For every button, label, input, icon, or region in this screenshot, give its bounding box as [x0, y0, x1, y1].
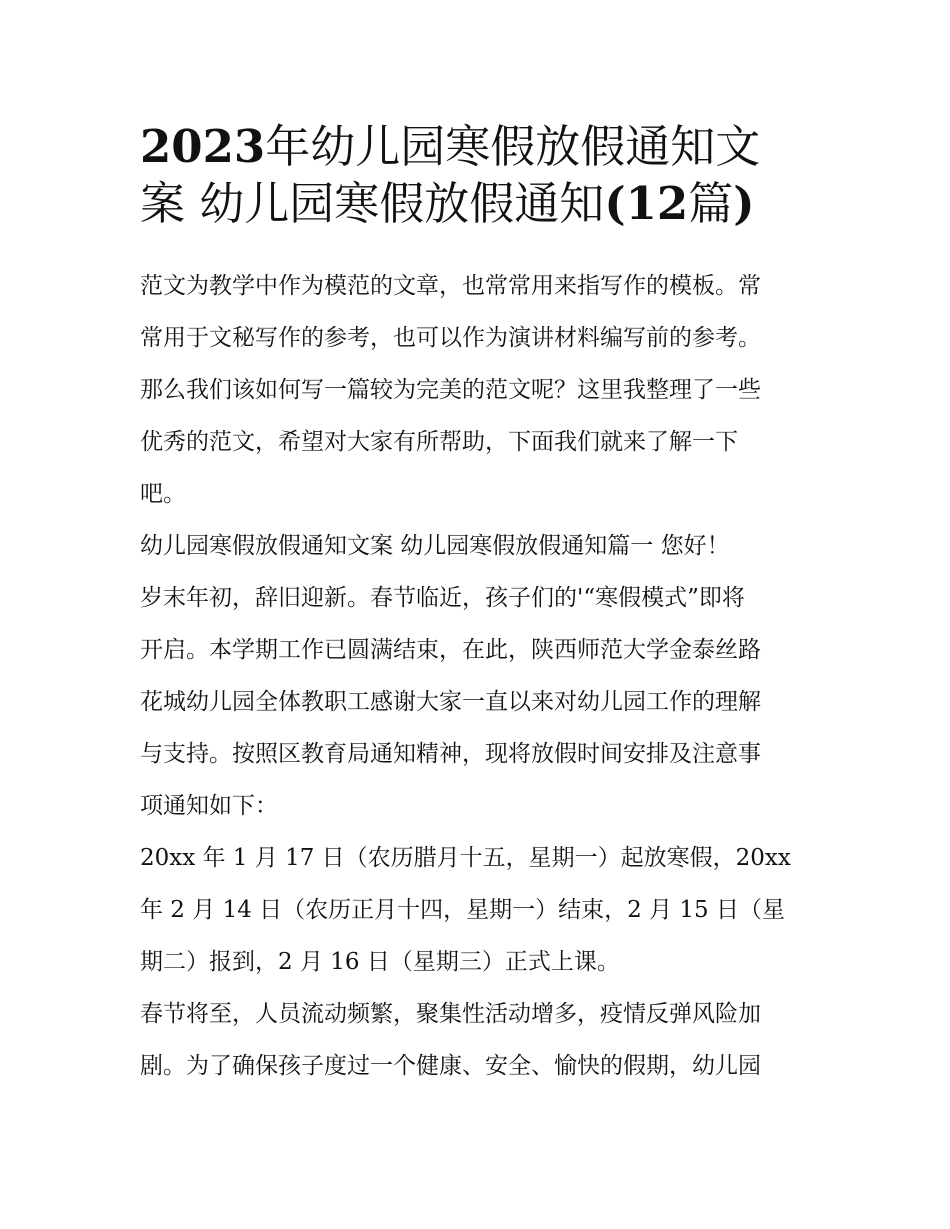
schedule-paragraph	[140, 832, 812, 988]
title-line-2	[140, 175, 812, 232]
title-count-unit: 篇	[688, 177, 734, 230]
text-line: 与支持。按照区教育局通知精神，现将放假时间安排及注意事	[140, 741, 761, 767]
title-count-close: )	[733, 177, 755, 230]
text-line: 那么我们该如何写一篇较为完美的范文呢？这里我整理了一些	[140, 377, 761, 403]
text-line: 优秀的范文，希望对大家有所帮助，下面我们就来了解一下	[140, 429, 738, 455]
text-line: 开启。本学期工作已圆满结束，在此，陕西师范大学金泰丝路	[140, 637, 761, 663]
intro-paragraph	[140, 260, 812, 520]
title-year: 2023	[140, 120, 266, 173]
title-line-1-text: 年幼儿园寒假放假通知文	[265, 120, 761, 173]
text-line: 剧。为了确保孩子度过一个健康、安全、愉快的假期，幼儿园	[140, 1053, 761, 1079]
title-count-open: (12	[604, 177, 689, 230]
title-line-1	[140, 118, 812, 175]
text-line: 常用于文秘写作的参考，也可以作为演讲材料编写前的参考。	[140, 325, 761, 351]
text-line: 花城幼儿园全体教职工感谢大家一直以来对幼儿园工作的理解	[140, 689, 761, 715]
title-line-2-text: 案 幼儿园寒假放假通知	[140, 177, 605, 230]
text-line: 范文为教学中作为模范的文章，也常常用来指写作的模板。常	[140, 273, 761, 299]
document-body	[140, 260, 812, 1092]
text-line: 春节将至，人员流动频繁，聚集性活动增多，疫情反弹风险加	[140, 1001, 761, 1027]
document-page	[140, 118, 812, 1092]
text-line: 期二）报到，2 月 16 日（星期三）正式上课。	[140, 949, 620, 975]
text-line: 20xx 年 1 月 17 日（农历腊月十五，星期一）起放寒假，20xx	[140, 845, 791, 871]
text-line: 年 2 月 14 日（农历正月十四，星期一）结束，2 月 15 日（星	[140, 897, 785, 923]
text-line: 吧。	[140, 481, 186, 507]
notice-paragraph	[140, 988, 812, 1092]
text-line: 项通知如下：	[140, 793, 278, 819]
document-title	[140, 118, 812, 232]
section-heading	[140, 520, 812, 572]
greeting-paragraph	[140, 572, 812, 832]
text-line: 岁末年初，辞旧迎新。春节临近，孩子们的'“寒假模式”即将	[140, 585, 745, 611]
text-line: 幼儿园寒假放假通知文案 幼儿园寒假放假通知篇一 您好！	[140, 533, 730, 559]
